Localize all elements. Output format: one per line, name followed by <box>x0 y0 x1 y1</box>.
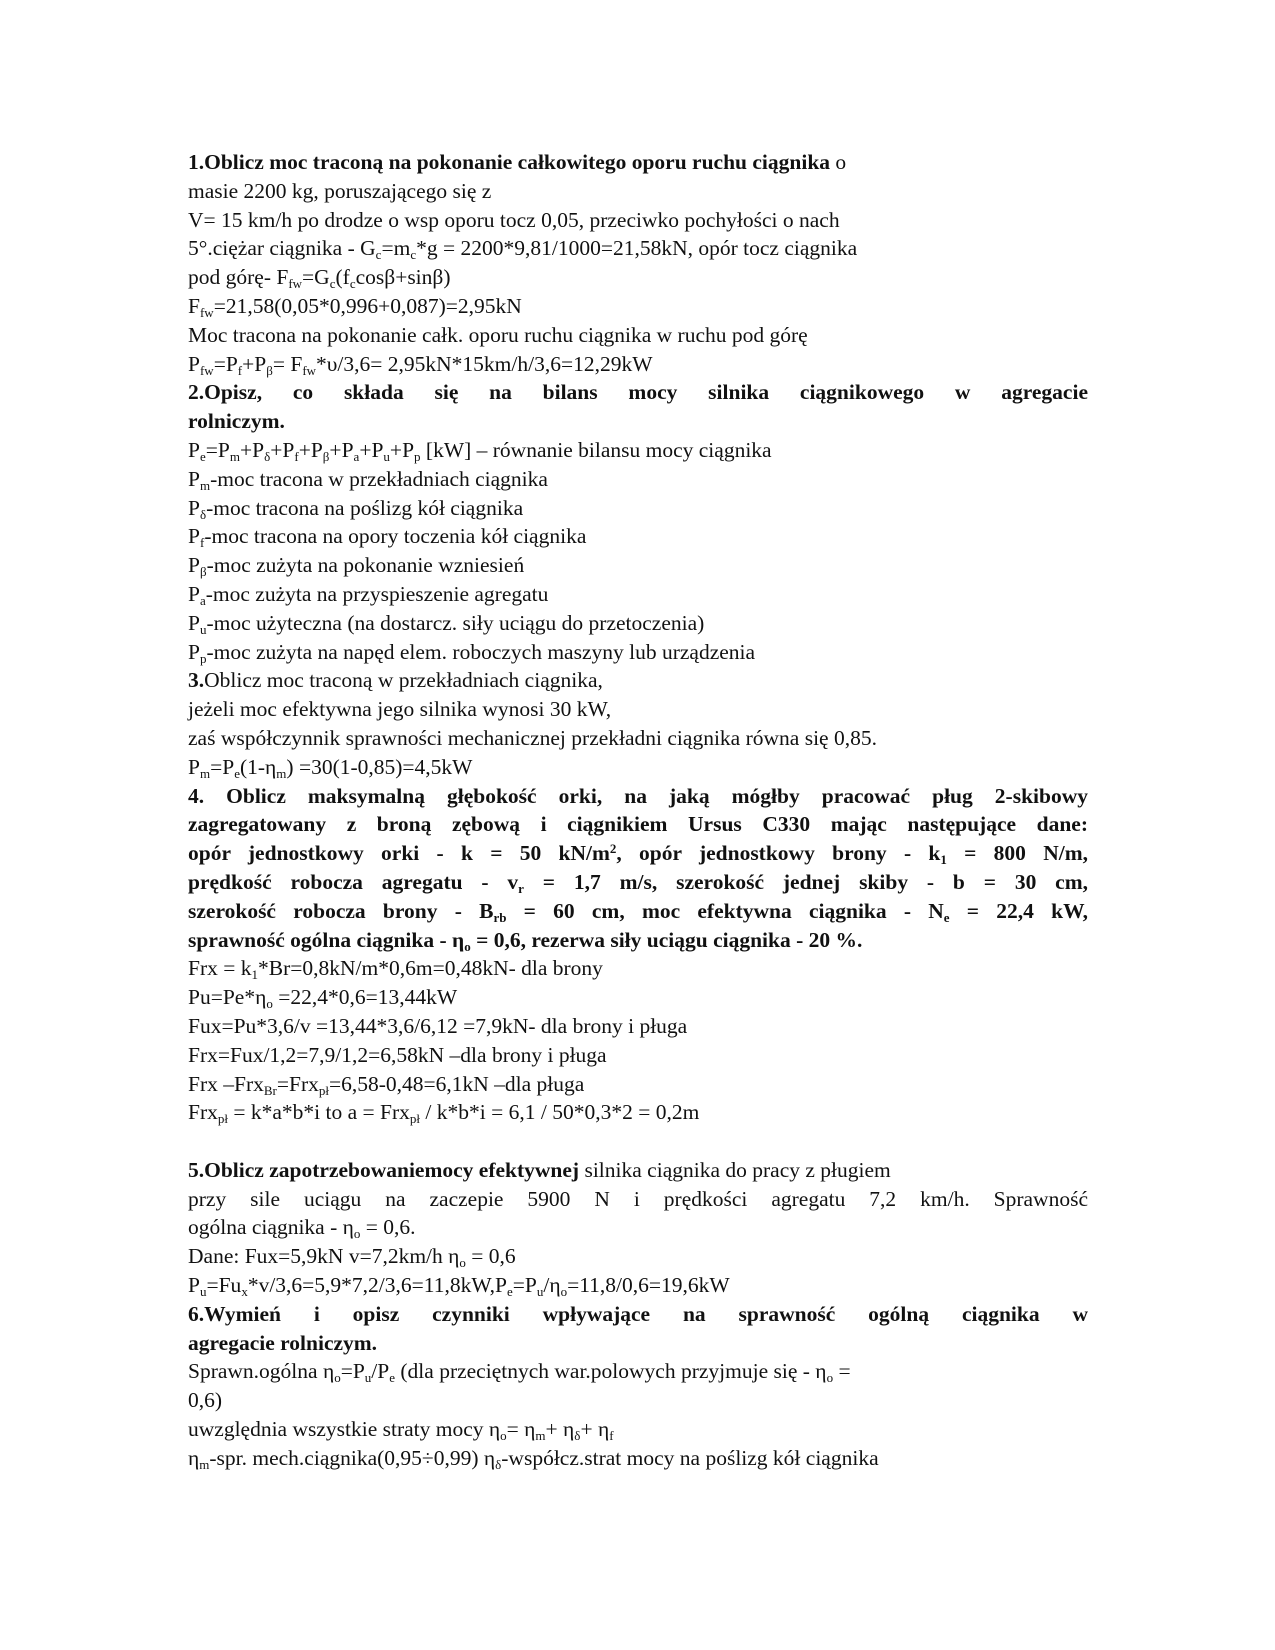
q6-line-4: $\eta_m$-spr. mech.ciągnika(0,95÷0,99) $\eta_\delta-współcz.strat$ mocy na poślizg kół ciągnika <box>188 1445 879 1472</box>
q2-heading: 2.Opisz, co składa się na bilans mocy silnika ciągnikowego w agregacie <box>188 380 1088 405</box>
q2-item-pp: $P_p$-moc zużyta na napęd elem. roboczych maszyny lub urządzenia <box>188 639 756 666</box>
q5-line-2: przy sile uciągu na zaczepie 5900 N i prędkości agregatu 7,2 km/h. Sprawność <box>188 1186 1088 1211</box>
blank-line <box>188 1127 1088 1156</box>
q1-line-8: $P_{fw}=P_f+P_\beta= F_{fw}*\upsilon/3,6= 2,95kN*15km/h/3,6=12,29kW$ <box>188 351 653 378</box>
q6-line-2: 0,6) <box>188 1388 223 1413</box>
q2-item-pdelta: $P_\delta$-moc tracona na poślizg kół ciągnika <box>188 495 524 522</box>
q6-heading-cont: agregacie rolniczym. <box>188 1330 378 1355</box>
q1-line-3: V= 15 km/h po drodze o wsp oporu tocz 0,05, przeciwko pochyłości o nach <box>188 207 840 232</box>
q2-item-pm: $P_m$-moc tracona w przekładniach ciągnika <box>188 466 548 493</box>
q4-calc-2: $Pu=Pe*\eta_o =22,4*0,6=13,44kW$ <box>188 985 458 1012</box>
q4-heading-2: zagregatowany z broną zębową i ciągnikiem Ursus C330 mając następujące dane: <box>188 812 1088 837</box>
q5-line-4: Dane: Fux=5,9kN v=7,2km/h $\eta_o = 0,6$ <box>188 1244 516 1271</box>
q1-line-2: masie 2200 kg, poruszającego się z <box>188 178 492 203</box>
q3-line-1: 3.Oblicz moc traconą w przekładniach ciągnika, <box>188 668 603 693</box>
q1-line-7: Moc tracona na pokonanie całk. oporu ruchu ciągnika w ruchu pod górę <box>188 322 808 347</box>
q4-calc-6: Frx$_{pł}$ = k*a*b*i to a = Frx$_{pł}$ / k*b*i = 6,1 / 50*0,3*2 = 0,2m <box>188 1100 700 1127</box>
q1-line-6: $F_{fw}=21,58(0,05*0,996+0,087)=2,95kN$ <box>188 293 522 320</box>
q3-line-2: jeżeli moc efektywna jego silnika wynosi 30 kW, <box>188 697 612 722</box>
q4-heading-4: prędkość robocza agregatu - $v_r = 1,7$ m/s, szerokość jednej skiby - b = 30 cm, <box>188 869 1088 896</box>
q1-line-4: 5°.ciężar ciągnika - $G_c=m_c*g = 2200*9,81/1000=21,58kN$, opór tocz ciągnika <box>188 236 858 263</box>
q4-heading-5: szerokość robocza brony - $B_{rb} = 60$ cm, moc efektywna ciągnika - $N_e = 22,4$ kW, <box>188 898 1088 925</box>
q2-heading-cont: rolniczym. <box>188 409 285 434</box>
document-page <box>188 148 1088 1473</box>
q4-calc-4: Frx=Fux/1,2=7,9/1,2=6,58kN –dla brony i pługa <box>188 1042 607 1067</box>
q2-equation: $P_e=P_m+P_\delta+P_f+P_\beta+P_a+P_u+P_p$ [kW] – równanie bilansu mocy ciągnika <box>188 437 772 464</box>
q4-calc-5: Frx –Frx$_{Br}$=Frx$_{pł}$=6,58-0,48=6,1kN –dla pługa <box>188 1071 585 1098</box>
q3-line-4: $P_m=P_e(1-\eta_m) =30(1-0,85)=4,5kW$ <box>188 754 473 781</box>
q2-item-pa: $P_a$-moc zużyta na przyspieszenie agregatu <box>188 581 549 608</box>
q2-item-pu: $P_u$-moc użyteczna (na dostarcz. siły uciągu do przetoczenia) <box>188 610 705 637</box>
q4-heading-1: 4. Oblicz maksymalną głębokość orki, na jaką mógłby pracować pług 2-skibowy <box>188 783 1088 808</box>
q4-calc-1: Frx = $k_1*Br=0,8kN/m*0,6m=0,48kN-$ dla brony <box>188 956 603 983</box>
q5-line-5: $P_u=Fu_x*v/3,6=5,9*7,2/3,6=11,8kW,P_e=P_u/\eta_o=11,8/0,6=19,6kW$ <box>188 1273 730 1300</box>
q1-line-5: pod górę- $F_{fw}=G_c(f_c\cos\beta+\sin\beta)$ <box>188 265 451 292</box>
q6-line-1: Sprawn.ogólna $\eta_o=P_u/P_e$ (dla przeciętnych war.polowych przyjmuje się - $\eta_o$ = <box>188 1359 851 1386</box>
q6-heading: 6.Wymień i opisz czynniki wpływające na sprawność ogólną ciągnika w <box>188 1301 1088 1326</box>
q4-calc-3: Fux=Pu*3,6/v =13,44*3,6/6,12 =7,9kN- dla brony i pługa <box>188 1013 688 1038</box>
q1-heading: 1.Oblicz moc traconą na pokonanie całkowitego oporu ruchu ciągnika <box>188 150 831 174</box>
q5-line-3: ogólna ciągnika - $\eta_o = 0,6$. <box>188 1215 416 1242</box>
q5-line-1: 5.Oblicz zapotrzebowaniemocy efektywnej silnika ciągnika do pracy z pługiem <box>188 1157 891 1182</box>
q6-line-3: uwzględnia wszystkie straty mocy $\eta_o= \eta_m+ \eta_\delta+ \eta_f$ <box>188 1417 614 1444</box>
q1-line-1: 1.Oblicz moc traconą na pokonanie całkowitego oporu ruchu ciągnika o <box>188 150 847 174</box>
q4-heading-3: opór jednostkowy orki - k = 50 $kN/m^2$, opór jednostkowy brony - $k_1 = 800$ N/m, <box>188 841 1088 868</box>
q2-item-pbeta: $P_\beta$-moc zużyta na pokonanie wzniesień <box>188 553 525 580</box>
q4-heading-6: sprawność ogólna ciągnika - $\eta_o = 0,6$, rezerwa siły uciągu ciągnika - 20 %. <box>188 927 863 954</box>
q3-line-3: zaś współczynnik sprawności mechanicznej przekładni ciągnika równa się 0,85. <box>188 725 877 750</box>
q2-item-pf: $P_f$-moc tracona na opory toczenia kół ciągnika <box>188 524 587 551</box>
